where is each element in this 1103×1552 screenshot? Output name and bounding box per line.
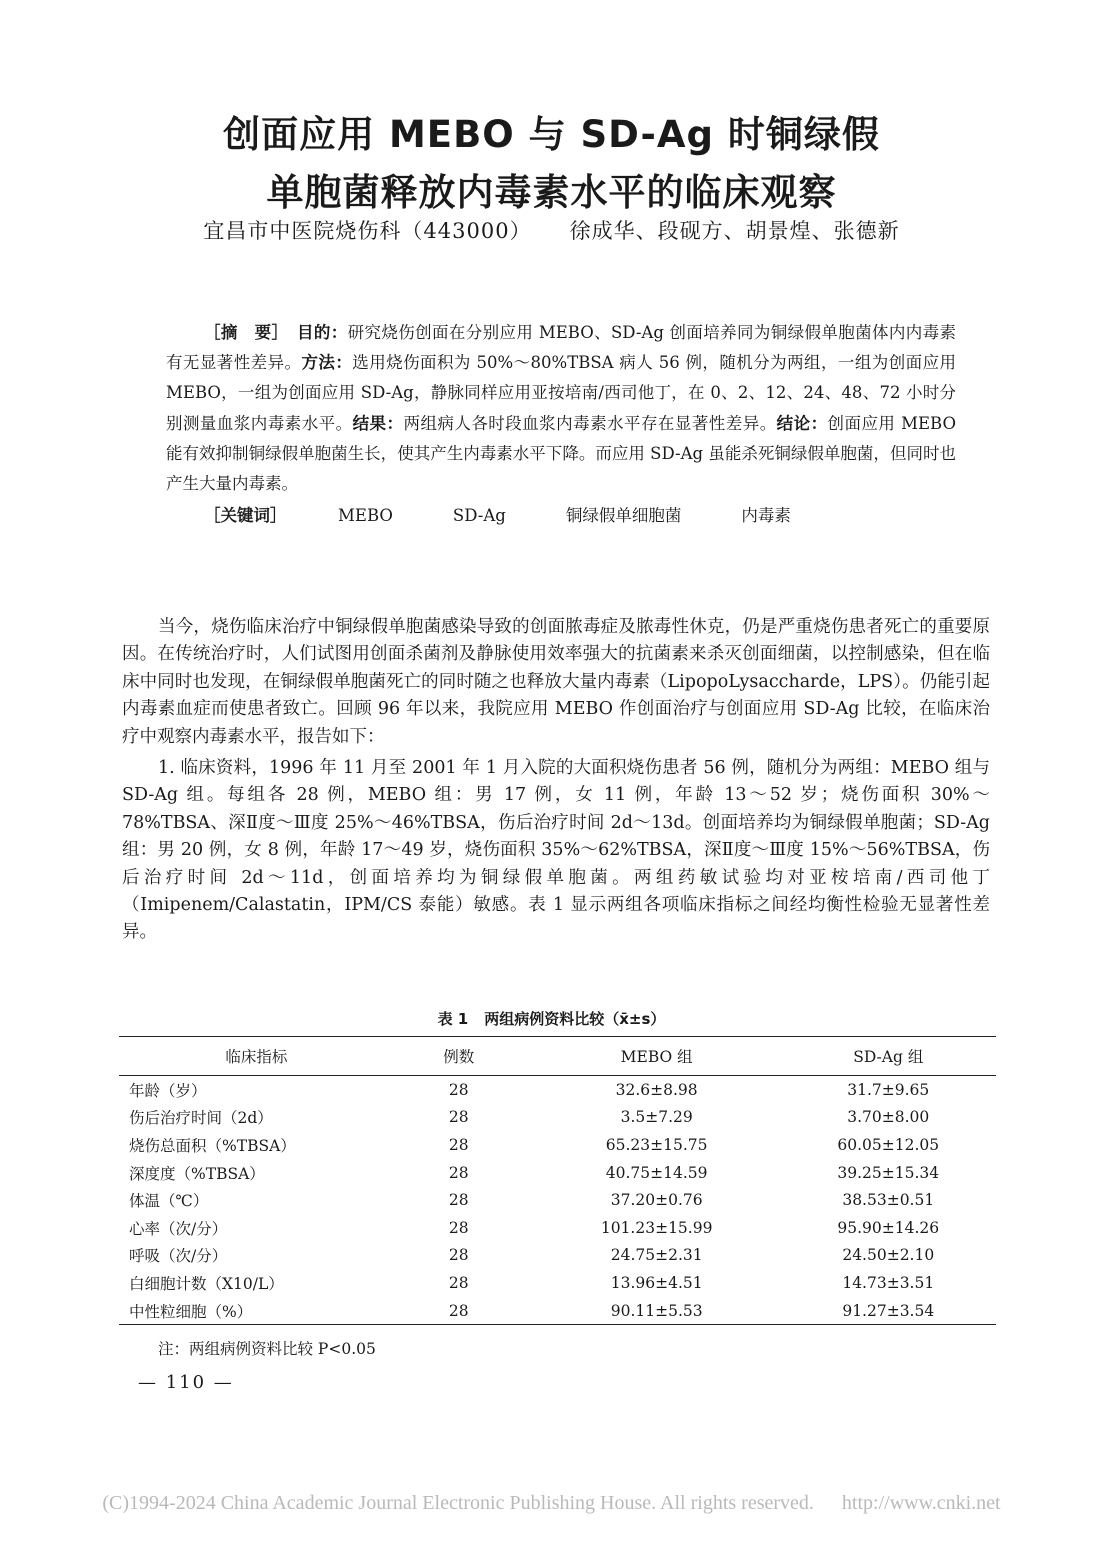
result-text: 两组病人各时段血浆内毒素水平存在显著性差异。 <box>403 413 777 433</box>
cell-mebo: 65.23±15.75 <box>605 1135 708 1154</box>
cell-indicator: 呼吸（次/分） <box>129 1247 228 1266</box>
cell-sdag: 95.90±14.26 <box>837 1218 940 1237</box>
method-text: 选用烧伤面积为 50%～80%TBSA 病人 56 例，随机分为两组，一组为创面应用 MEBO，一组为创面应用 SD-Ag，静脉同样应用亚按培南/西司他丁，在 0、2、12、24、48、72 小时分别测量血浆内毒素水平。 <box>166 353 957 433</box>
table-row <box>119 1159 996 1187</box>
cell-indicator: 白细胞计数（X10/L） <box>129 1274 284 1293</box>
table-header-row <box>119 1037 996 1076</box>
body-text <box>122 614 990 947</box>
page-number: — 110 — <box>138 1372 234 1393</box>
cell-sdag: 14.73±3.51 <box>842 1273 935 1292</box>
table-1 <box>119 1036 996 1325</box>
result-label: 结果： <box>352 413 404 433</box>
author-line <box>0 216 1103 246</box>
cell-cases: 28 <box>448 1246 469 1265</box>
cell-mebo: 24.75±2.31 <box>610 1246 703 1265</box>
table-note: 注：两组病例资料比较 P<0.05 <box>158 1340 376 1358</box>
table-row <box>119 1297 996 1325</box>
cell-cases: 28 <box>448 1163 469 1182</box>
table-row <box>119 1104 996 1132</box>
cell-mebo: 101.23±15.99 <box>600 1218 713 1237</box>
cell-sdag: 60.05±12.05 <box>837 1135 940 1154</box>
header-sdag: SD-Ag 组 <box>853 1048 924 1066</box>
author-names: 徐成华、段砚方、胡景煌、张德新 <box>569 219 900 243</box>
keyword-item: SD-Ag <box>452 506 506 526</box>
footer-url: http://www.cnki.net <box>841 1492 1001 1514</box>
cell-cases: 28 <box>448 1273 469 1292</box>
cell-indicator: 伤后治疗时间（2d） <box>129 1109 273 1128</box>
cell-cases: 28 <box>448 1135 469 1154</box>
cell-cases: 28 <box>448 1301 469 1320</box>
cell-mebo: 3.5±7.29 <box>620 1108 693 1127</box>
cell-mebo: 13.96±4.51 <box>610 1273 703 1292</box>
keyword-item: 铜绿假单细胞菌 <box>565 506 682 526</box>
keywords-label: ［关键词］ <box>204 506 279 526</box>
conclusion-text: 创面应用 MEBO 能有效抑制铜绿假单胞菌生长，使其产生内毒素水平下降。而应用 SD-Ag 虽能杀死铜绿假单胞菌，但同时也产生大量内毒素。 <box>166 413 957 494</box>
table-row <box>119 1131 996 1159</box>
cell-cases: 28 <box>448 1080 469 1099</box>
keywords <box>166 501 956 531</box>
cell-mebo: 40.75±14.59 <box>605 1163 708 1182</box>
title-line-2: 单胞菌释放内毒素水平的临床观察 <box>266 171 837 214</box>
table-number: 表 1 <box>437 1010 469 1028</box>
header-mebo: MEBO 组 <box>620 1048 693 1066</box>
table-row <box>119 1186 996 1214</box>
keyword-item: 内毒素 <box>741 506 791 526</box>
cell-sdag: 38.53±0.51 <box>842 1191 935 1210</box>
table-row <box>119 1076 996 1104</box>
cell-sdag: 91.27±3.54 <box>842 1301 935 1320</box>
cell-sdag: 3.70±8.00 <box>847 1108 930 1127</box>
cell-mebo: 90.11±5.53 <box>610 1301 703 1320</box>
table-caption-text: 两组病例资料比较（x̄±s） <box>484 1010 666 1028</box>
cell-indicator: 中性粒细胞（%） <box>129 1302 253 1321</box>
cell-indicator: 心率（次/分） <box>129 1219 228 1238</box>
abstract-text <box>166 318 956 499</box>
table-row <box>119 1242 996 1270</box>
cell-cases: 28 <box>448 1218 469 1237</box>
body-paragraph-1: 当今，烧伤临床治疗中铜绿假单胞菌感染导致的创面脓毒症及脓毒性休克，仍是严重烧伤患者死亡的重要原因。在传统治疗时，人们试图用创面杀菌剂及静脉使用效率强大的抗菌素来杀灭创面细菌，以控制感染，但在临床中同时也发现，在铜绿假单胞菌死亡的同时随之也释放大量内毒素（LipopoLysaccharde，LPS）。仍能引起内毒素血症而使患者致亡。回顾 96 年以来，我院应用 MEBO 作创面治疗与创面应用 SD-Ag 比较，在临床治疗中观察内毒素水平，报告如下： <box>122 617 990 747</box>
cell-indicator: 年龄（岁） <box>129 1081 207 1100</box>
footer <box>0 1488 1103 1518</box>
header-cases: 例数 <box>443 1048 475 1066</box>
cell-cases: 28 <box>448 1108 469 1127</box>
keyword-item: MEBO <box>338 506 393 526</box>
cell-mebo: 37.20±0.76 <box>610 1191 703 1210</box>
abstract-label: ［摘 要］ <box>204 323 281 342</box>
header-indicator: 临床指标 <box>225 1048 288 1066</box>
objective-text: 研究烧伤创面在分别应用 MEBO、SD-Ag 创面培养同为铜绿假单胞菌体内内毒素有无显著性差异。 <box>166 323 957 373</box>
title-line-1: 创面应用 MEBO 与 SD-Ag 时铜绿假 <box>223 113 880 156</box>
paper-title <box>0 106 1103 222</box>
affiliation: 宜昌市中医院烧伤科（443000） <box>203 219 532 243</box>
cell-indicator: 体温（℃） <box>129 1192 209 1211</box>
cell-cases: 28 <box>448 1191 469 1210</box>
objective-label: 目的： <box>297 323 348 342</box>
table-caption <box>0 1008 1103 1030</box>
cell-sdag: 31.7±9.65 <box>847 1080 930 1099</box>
conclusion-label: 结论： <box>776 413 828 433</box>
cell-indicator: 烧伤总面积（%TBSA） <box>129 1136 296 1155</box>
copyright-notice: (C)1994-2024 China Academic Journal Electronic Publishing House. All rights reserved. <box>102 1492 814 1514</box>
cell-sdag: 24.50±2.10 <box>842 1246 935 1265</box>
cell-sdag: 39.25±15.34 <box>837 1163 940 1182</box>
abstract <box>166 318 956 531</box>
body-paragraph-2: 1. 临床资料，1996 年 11 月至 2001 年 1 月入院的大面积烧伤患者 56 例，随机分为两组：MEBO 组与 SD-Ag 组。每组各 28 例，MEBO 组：男 17 例，女 11 例，年龄 13～52 岁；烧伤面积 30%～78%TBSA、深Ⅱ度～Ⅲ度 25%～46%TBSA，伤后治疗时间 2d～13d。创面培养均为铜绿假单胞菌；SD-Ag 组：男 20 例，女 8 例，年龄 17～49 岁，烧伤面积 35%～62%TBSA，深Ⅱ度～Ⅲ度 15%～56%TBSA，伤后治疗时间 2d～11d，创面培养均为铜绿假单胞菌。两组药敏试验均对亚桉培南/西司他丁（Imipenem/Calastatin，IPM/CS 泰能）敏感。表 1 显示两组各项临床指标之间经均衡性检验无显著性差异。 <box>122 758 990 943</box>
table-row <box>119 1214 996 1242</box>
table-row <box>119 1269 996 1297</box>
cell-mebo: 32.6±8.98 <box>615 1080 698 1099</box>
method-label: 方法： <box>301 353 353 373</box>
cell-indicator: 深度度（%TBSA） <box>129 1164 265 1183</box>
